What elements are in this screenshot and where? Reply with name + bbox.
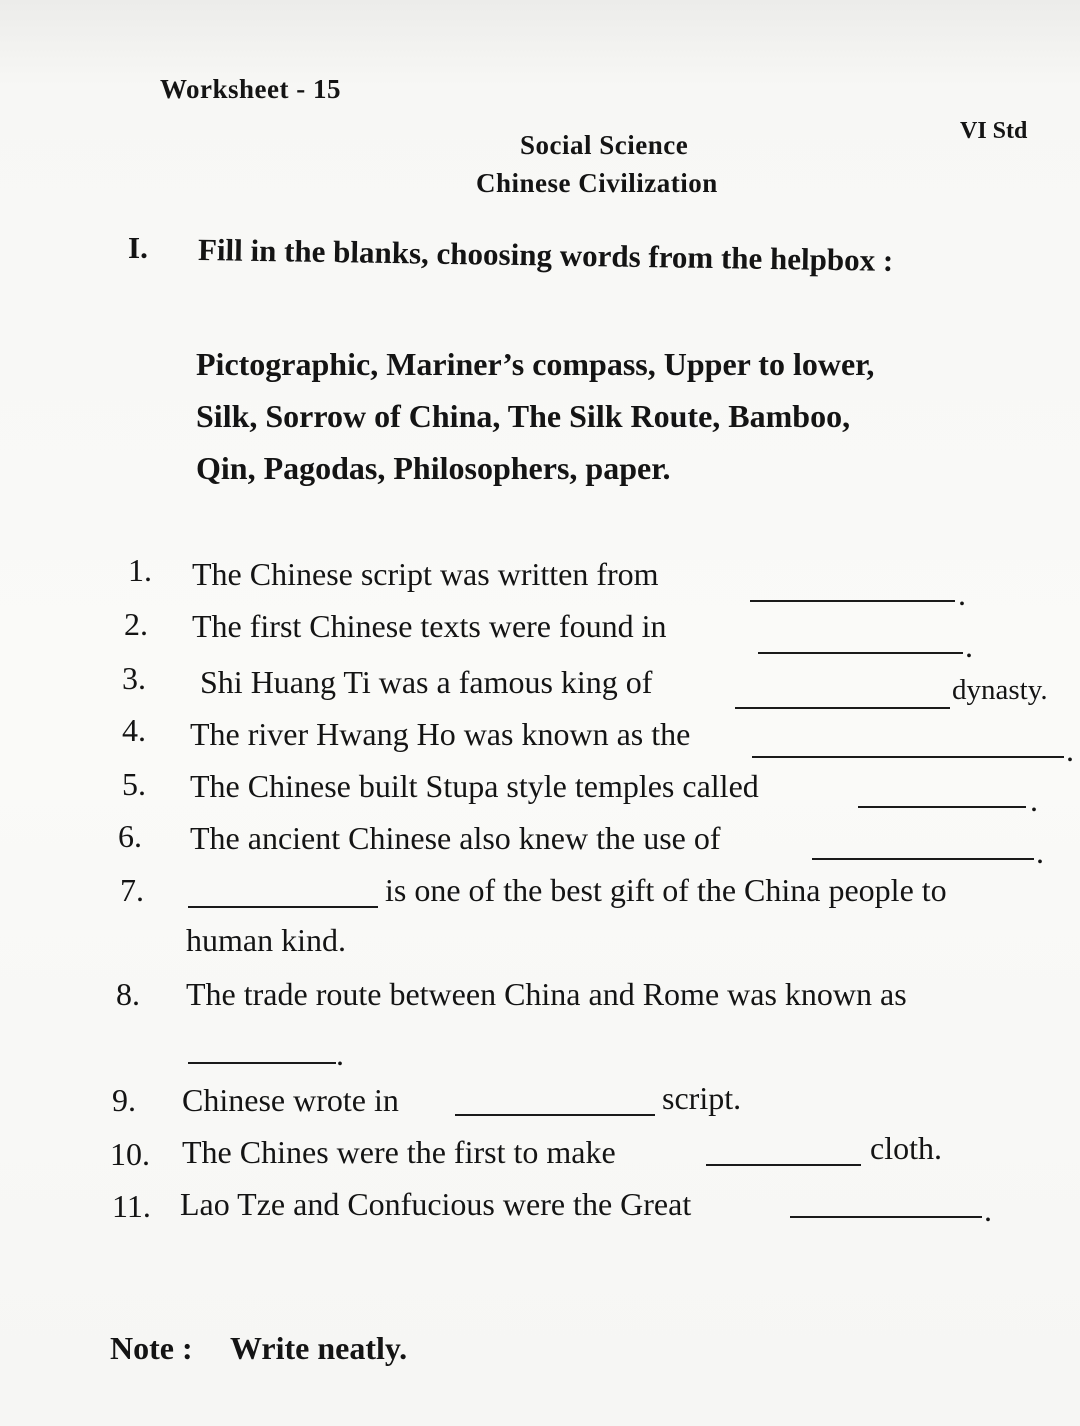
section-number: I. [128, 230, 148, 265]
section-instruction: Fill in the blanks, choosing words from the helpbox : [197, 232, 894, 278]
answer-blank[interactable] [735, 707, 950, 709]
answer-blank[interactable] [455, 1114, 655, 1116]
answer-blank[interactable] [752, 756, 1064, 758]
answer-blank[interactable] [750, 600, 955, 602]
question-end: dynasty. [952, 674, 1048, 706]
question-end: . [965, 628, 973, 664]
question-text: is one of the best gift of the China people to [385, 872, 947, 908]
question-text: The first Chinese texts were found in [192, 608, 667, 644]
topic-heading: Chinese Civilization [476, 168, 718, 198]
question-text: The river Hwang Ho was known as the [190, 716, 691, 752]
question-number: 10. [110, 1136, 150, 1172]
question-number: 1. [128, 552, 152, 588]
answer-blank[interactable] [812, 858, 1034, 860]
question-end: . [984, 1192, 992, 1228]
question-number: 4. [122, 712, 146, 748]
answer-blank[interactable] [188, 1062, 336, 1064]
question-number: 6. [118, 818, 142, 854]
question-text: The trade route between China and Rome was known as [186, 976, 907, 1012]
question-text: The ancient Chinese also knew the use of [190, 820, 721, 856]
helpbox-line: Pictographic, Mariner’s compass, Upper to lower, [196, 346, 875, 382]
question-end: script. [662, 1080, 742, 1116]
question-end: . [958, 576, 966, 612]
question-number: 11. [112, 1188, 151, 1224]
question-number: 5. [122, 766, 146, 802]
question-number: 8. [116, 976, 140, 1012]
question-number: 3. [122, 660, 146, 696]
answer-blank[interactable] [706, 1164, 861, 1166]
answer-blank[interactable] [858, 806, 1026, 808]
question-end: . [1036, 834, 1044, 870]
question-end: . [1066, 732, 1074, 768]
question-continuation: human kind. [186, 922, 346, 958]
question-end: . [336, 1036, 344, 1072]
answer-blank[interactable] [758, 652, 963, 654]
helpbox-line: Qin, Pagodas, Philosophers, paper. [196, 450, 671, 486]
question-text: Shi Huang Ti was a famous king of [200, 664, 653, 700]
question-number: 7. [120, 872, 144, 908]
class-label: VI Std [960, 118, 1028, 144]
question-text: Lao Tze and Confucious were the Great [180, 1186, 692, 1222]
question-text: The Chinese built Stupa style temples called [190, 768, 759, 804]
question-text: The Chines were the first to make [182, 1134, 616, 1170]
helpbox-line: Silk, Sorrow of China, The Silk Route, Bamboo, [196, 398, 851, 434]
note-text: Write neatly. [230, 1330, 408, 1366]
question-end: . [1030, 782, 1038, 818]
question-text: Chinese wrote in [182, 1082, 399, 1118]
note-label: Note : [110, 1330, 193, 1366]
question-number: 2. [124, 606, 148, 642]
worksheet-title: Worksheet - 15 [160, 74, 341, 104]
helpbox [196, 338, 874, 494]
subject-heading: Social Science [520, 130, 689, 160]
answer-blank[interactable] [790, 1216, 982, 1218]
answer-blank[interactable] [188, 906, 378, 908]
question-end: cloth. [870, 1130, 942, 1166]
question-number: 9. [112, 1082, 136, 1118]
question-text: The Chinese script was written from [192, 556, 659, 592]
